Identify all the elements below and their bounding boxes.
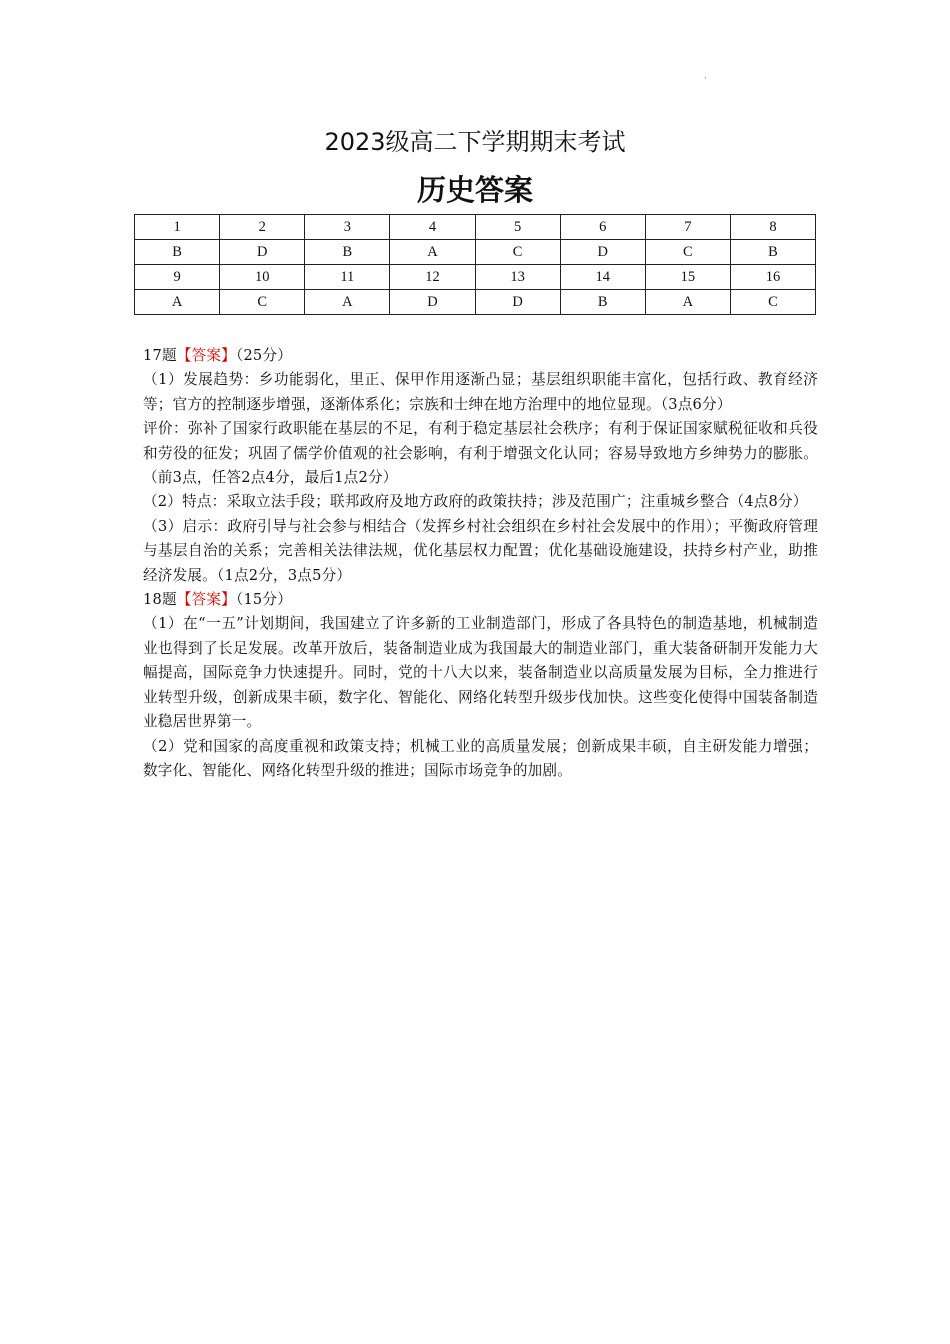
- q18-answer-tag: 【答案】: [176, 591, 236, 609]
- table-row: [135, 215, 816, 240]
- question-number-cell: 14: [560, 265, 645, 290]
- answer-table: [134, 214, 816, 315]
- q17-part1-trend: （1）发展趋势：乡功能弱化，里正、保甲作用逐渐凸显；基层组织职能丰富化，包括行政、教育经济等；官方的控制逐步增强，逐渐体系化；宗族和士绅在地方治理中的地位显现。（3点6分）: [143, 371, 818, 413]
- question-number-cell: 1: [135, 215, 220, 240]
- table-row: [135, 265, 816, 290]
- answer-cell: D: [475, 290, 560, 315]
- answer-cell: B: [135, 240, 220, 265]
- q18-part2: （2）党和国家的高度重视和政策支持；机械工业的高质量发展；创新成果丰硕，自主研发能力增强；数字化、智能化、网络化转型升级的推进；国际市场竞争的加剧。: [143, 737, 818, 779]
- q17-number: 17题: [143, 347, 177, 364]
- q18-part1: （1）在“一五”计划期间，我国建立了许多新的工业制造部门，形成了各具特色的制造基地，机械制造业也得到了长足发展。改革开放后，装备制造业成为我国最大的制造业部门，重大装备研制开发能力大幅提高，国际竞争力快速提升。同时，党的十八大以来，装备制造业以高质量发展为目标，全力推进行业转型升级，创新成果丰硕，数字化、智能化、网络化转型升级步伐加快。这些变化使得中国装备制造业稳居世界第一。: [143, 615, 818, 731]
- answer-cell: A: [135, 290, 220, 315]
- question-number-cell: 11: [305, 265, 390, 290]
- answer-cell: D: [220, 240, 305, 265]
- answer-content: [143, 344, 818, 783]
- q17-part2: （2）特点：采取立法手段；联邦政府及地方政府的政策扶持；涉及范围广；注重城乡整合（4点8分）: [143, 493, 808, 511]
- q17-part3: （3）启示：政府引导与社会参与相结合（发挥乡村社会组织在乡村社会发展中的作用）；平衡政府管理与基层自治的关系；完善相关法律法规，优化基层权力配置；优化基础设施建设，扶持乡村产业，助推经济发展。（1点2分，3点5分）: [143, 517, 818, 584]
- answer-cell: C: [645, 240, 730, 265]
- answer-cell: C: [475, 240, 560, 265]
- q18-number: 18题: [143, 591, 177, 609]
- answer-cell: C: [730, 290, 815, 315]
- exam-subtitle: 历史答案: [416, 173, 533, 207]
- answer-cell: A: [645, 290, 730, 315]
- table-row: [135, 240, 816, 265]
- question-number-cell: 3: [305, 215, 390, 240]
- question-number-cell: 16: [730, 265, 815, 290]
- question-number-cell: 6: [560, 215, 645, 240]
- q17-answer-tag: 【答案】: [176, 347, 236, 364]
- question-number-cell: 8: [730, 215, 815, 240]
- answer-cell: A: [390, 240, 475, 265]
- q17-heading: [143, 344, 818, 368]
- answer-cell: B: [560, 290, 645, 315]
- q18-score: （15分）: [235, 591, 293, 609]
- question-number-cell: 13: [475, 265, 560, 290]
- answer-cell: D: [390, 290, 475, 315]
- question-number-cell: 15: [645, 265, 730, 290]
- question-number-cell: 7: [645, 215, 730, 240]
- question-number-cell: 5: [475, 215, 560, 240]
- question-number-cell: 9: [135, 265, 220, 290]
- q17-score: （25分）: [235, 347, 293, 364]
- answer-cell: A: [305, 290, 390, 315]
- corner-dot-mark: ·: [704, 74, 707, 84]
- q17-part1-evaluation: 评价：弥补了国家行政职能在基层的不足，有利于稳定基层社会秩序；有利于保证国家赋税征收和兵役和劳役的征发；巩固了儒学价值观的社会影响，有利于增强文化认同；容易导致地方乡绅势力的膨胀。（前3点，任答2点4分，最后1点2分）: [143, 420, 818, 487]
- answer-cell: B: [730, 240, 815, 265]
- question-number-cell: 2: [220, 215, 305, 240]
- question-number-cell: 10: [220, 265, 305, 290]
- answer-cell: D: [560, 240, 645, 265]
- exam-title: 2023级高二下学期期末考试: [324, 128, 626, 156]
- answer-cell: B: [305, 240, 390, 265]
- q18-heading: [143, 588, 818, 612]
- table-row: [135, 290, 816, 315]
- answer-cell: C: [220, 290, 305, 315]
- question-number-cell: 4: [390, 215, 475, 240]
- question-number-cell: 12: [390, 265, 475, 290]
